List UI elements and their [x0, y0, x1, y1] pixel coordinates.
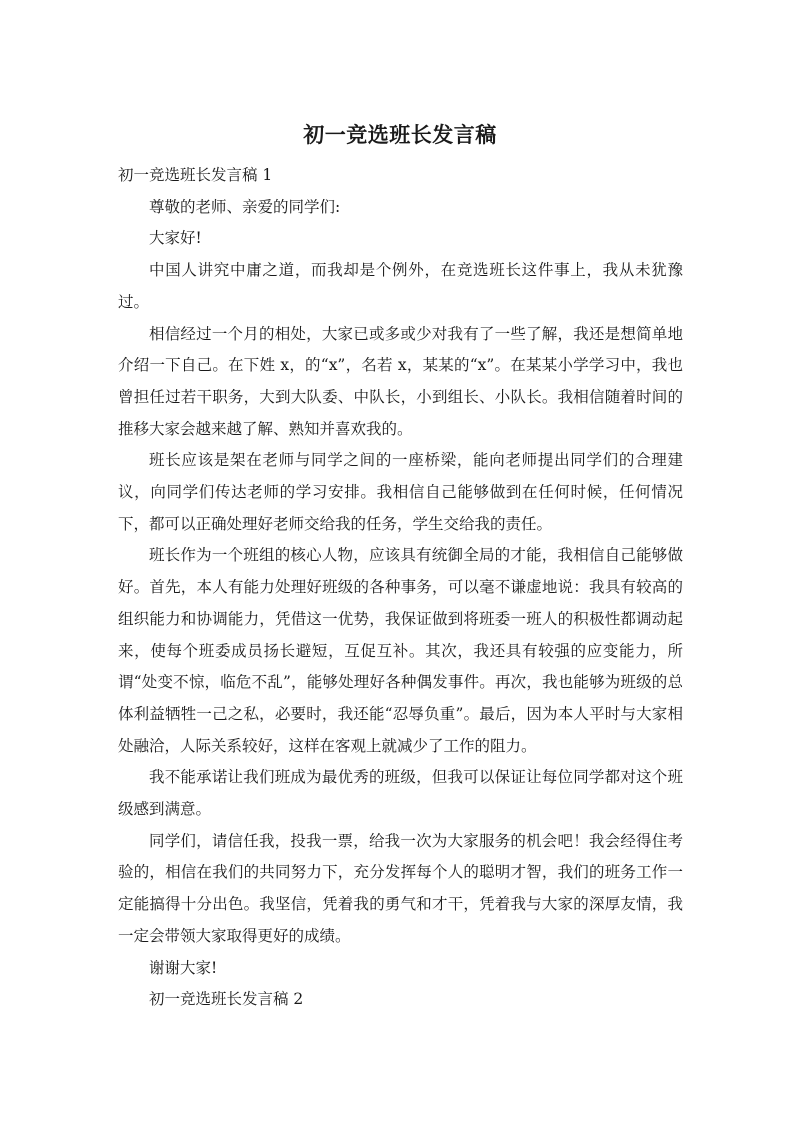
- paragraph: 我不能承诺让我们班成为最优秀的班级，但我可以保证让每位同学都对这个班级感到满意。: [118, 768, 683, 819]
- paragraph: 班长作为一个班组的核心人物，应该具有统御全局的才能，我相信自己能够做好。首先，本人有能力处理好班级的各种事务，可以毫不谦虚地说：我具有较高的组织能力和协调能力，凭借这一优势，我保证做到将班委一班人的积极性都调动起来，使每个班委成员扬长避短，互促互补。其次，我还具有较强的应变能力，所谓“处变不惊，临危不乱”，能够处理好各种偶发事件。再次，我也能够为班级的总体利益牺牲一己之私，必要时，我还能“忍辱负重”。最后，因为本人平时与大家相处融洽，人际关系较好，这样在客观上就减少了工作的阻力。: [118, 546, 683, 755]
- salutation: 尊敬的老师、亲爱的同学们:: [149, 197, 341, 216]
- section-heading-1: 初一竞选班长发言稿 1: [118, 166, 273, 184]
- document-title: 初一竞选班长发言稿: [303, 123, 497, 147]
- greeting: 大家好!: [149, 229, 202, 248]
- document-body: [118, 160, 683, 1016]
- paragraph: 相信经过一个月的相处，大家已或多或少对我有了一些了解，我还是想简单地介绍一下自己。在下姓 x，的“x”，名若 x，某某的“x”。在某某小学学习中，我也曾担任过若干职务，大到大队委、中队长，小到组长、小队长。我相信随着时间的推移大家会越来越了解、熟知并喜欢我的。: [118, 324, 683, 438]
- section-heading-2: 初一竞选班长发言稿 2: [149, 990, 304, 1009]
- paragraph: 同学们，请信任我，投我一票，给我一次为大家服务的机会吧！我会经得住考验的，相信在我们的共同努力下，充分发挥每个人的聪明才智，我们的班务工作一定能搞得十分出色。我坚信，凭着我的勇气和才干，凭着我与大家的深厚友情，我一定会带领大家取得更好的成绩。: [118, 831, 683, 945]
- paragraph: 中国人讲究中庸之道，而我却是个例外，在竞选班长这件事上，我从未犹豫过。: [118, 261, 683, 311]
- paragraph: 班长应该是架在老师与同学之间的一座桥梁，能向老师提出同学们的合理建议，向同学们传达老师的学习安排。我相信自己能够做到在任何时候，任何情况下，都可以正确处理好老师交给我的任务，学生交给我的责任。: [118, 451, 683, 533]
- closing: 谢谢大家!: [149, 958, 218, 977]
